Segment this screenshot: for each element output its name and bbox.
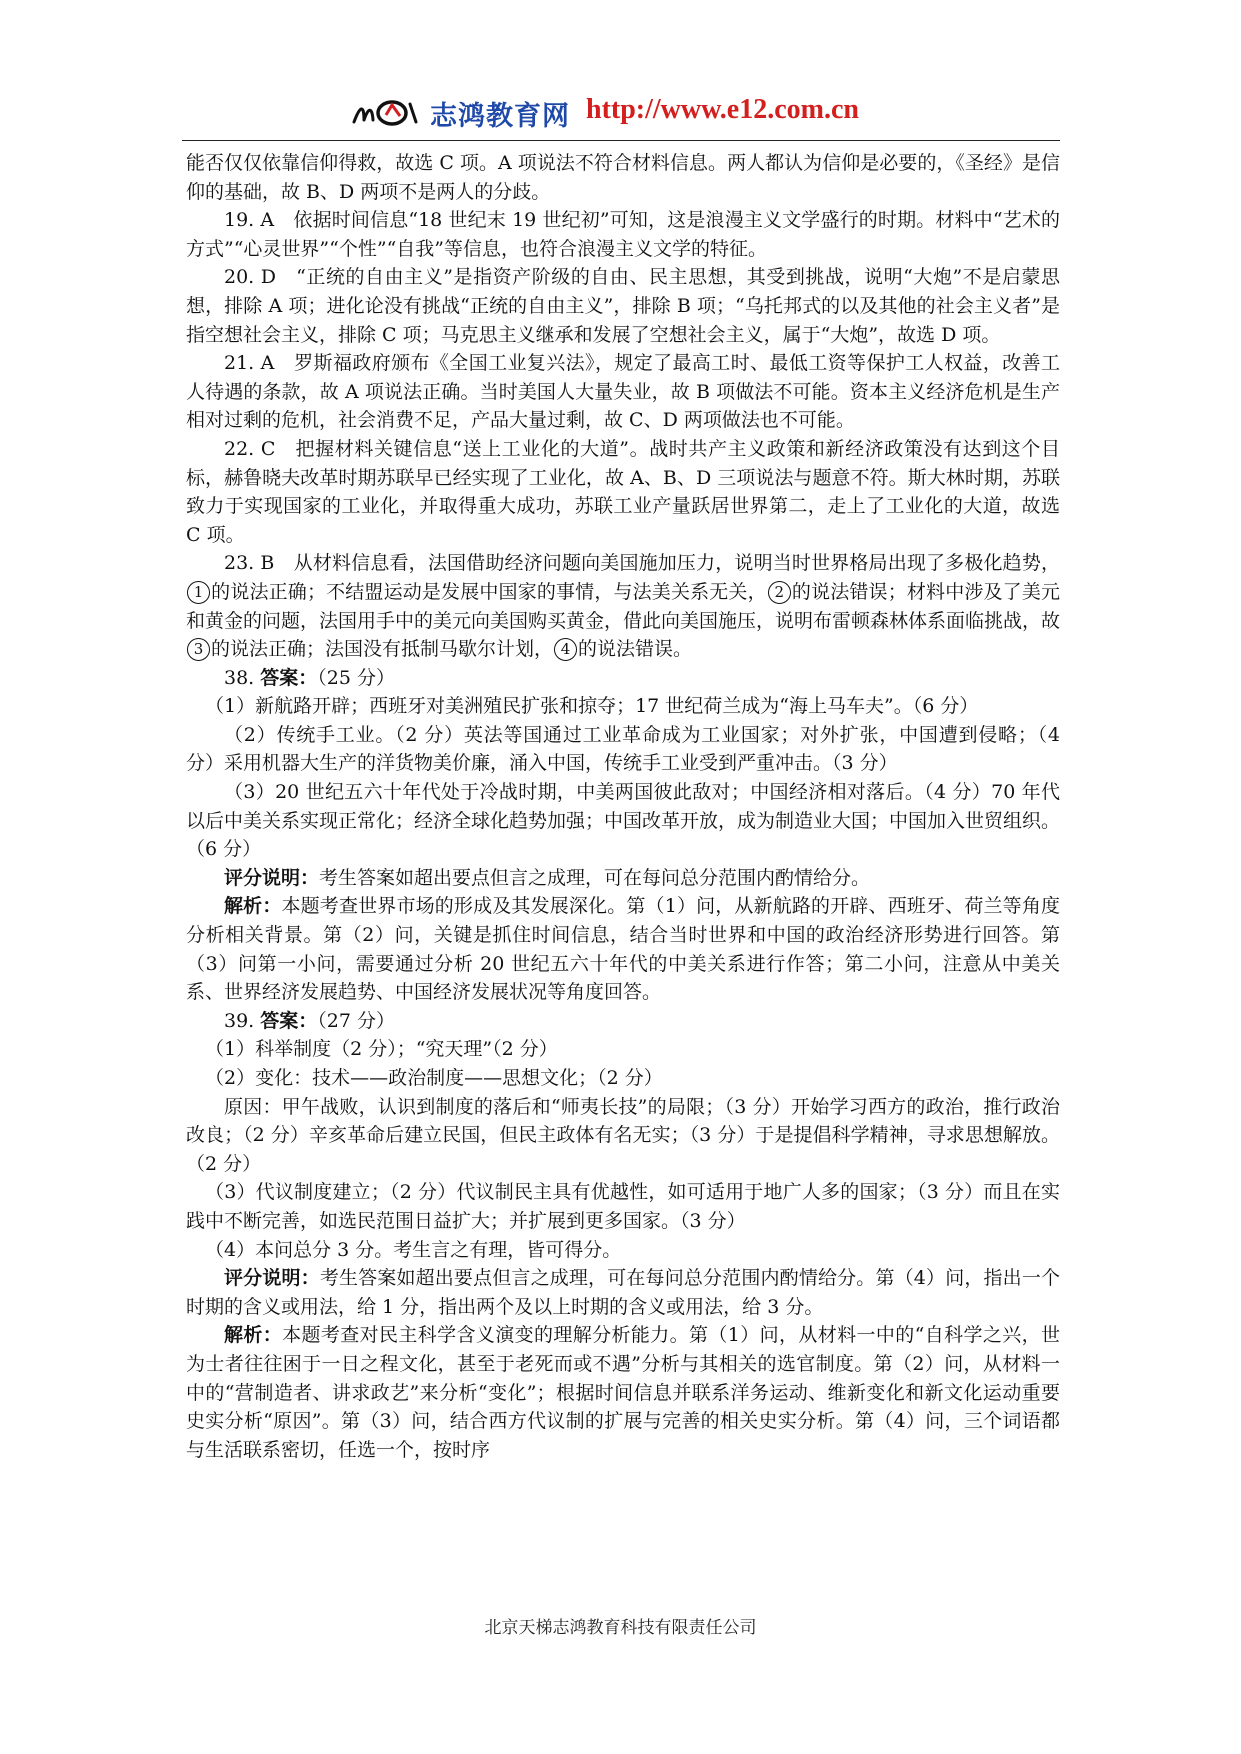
q38-answer-2: （2）传统手工业。（2 分）英法等国通过工业革命成为工业国家；对外扩张，中国遭到侵略；（4 分）采用机器大生产的洋货物美价廉，涌入中国，传统手工业受到严重冲击。（3 分） <box>186 723 1060 775</box>
scoring-label: 评分说明： <box>224 1267 320 1290</box>
answer-18-continuation: 能否仅仅依靠信仰得救，故选 C 项。A 项说法不符合材料信息。两人都认为信仰是必要的，《圣经》是信仰的基础，故 B、D 两项不是两人的分歧。 <box>186 152 1060 203</box>
circled-number-1: 1 <box>187 581 210 604</box>
answer-21: 21. A 罗斯福政府颁布《全国工业复兴法》，规定了最高工时、最低工资等保护工人权益，改善工人待遇的条款，故 A 项说法正确。当时美国人大量失业，故 B 项做法不可能。资本主义经济危机是生产相对过剩的危机，社会消费不足，产品大量过剩，故 C、D 两项做法也不可能。 <box>186 352 1060 432</box>
answer-20: 20. D “正统的自由主义”是指资产阶级的自由、民主思想，其受到挑战，说明“大炮”不是启蒙思想，排除 A 项；进化论没有挑战“正统的自由主义”，排除 B 项；“乌托邦式的以及其他的社会主义者”是指空想社会主义，排除 C 项；马克思主义继承和发展了空想社会主义，属于“大炮”，故选 D 项。 <box>186 266 1060 346</box>
question-39-heading <box>186 1007 1060 1036</box>
answer-23-text: 的说法错误；材料中涉及了美元和黄金的问题，法国用手中的美元向美国购买黄金，借此向美国施压，说明布雷顿森林体系面临挑战，故 <box>186 580 1061 632</box>
zhihong-logo-mark-icon <box>350 96 424 130</box>
scoring-text: 考生答案如超出要点但言之成理，可在每问总分范围内酌情给分。第（4）问，指出一个时期的含义或用法，给 1 分，指出两个及以上时期的含义或用法，给 3 分。 <box>186 1267 1060 1318</box>
q39-answer-3: （3）代议制度建立；（2 分）代议制民主具有优越性，如可适用于地广人多的国家；（3 分）而且在实践中不断完善，如选民范围日益扩大；并扩展到更多国家。（3 分） <box>186 1181 1060 1232</box>
answer-23-text: 的说法正确；不结盟运动是发展中国家的事情，与法美关系无关， <box>211 580 767 603</box>
q39-answer-2: （2）变化：技术——政治制度——思想文化；（2 分） <box>205 1067 663 1089</box>
circled-number-2: 2 <box>768 581 791 604</box>
answer-23 <box>186 549 1060 663</box>
analysis-label: 解析： <box>224 1324 283 1347</box>
site-url[interactable]: http://www.e12.com.cn <box>586 94 859 125</box>
answer-23-text: 的说法错误。 <box>578 638 693 661</box>
question-points: （25 分） <box>317 666 395 689</box>
question-38-heading <box>186 664 1060 693</box>
analysis-text: 本题考查对民主科学含义演变的理解分析能力。第（1）问，从材料一中的“自科学之兴，世为士者往往困于一日之程文化，甚至于老死而或不遇”分析与其相关的选官制度。第（2）问，从材料一中的“营制造者、讲求政艺”来分析“变化”；根据时间信息并联系洋务运动、维新变化和新文化运动重要史实分析“原因”。第（3）问，结合西方代议制的扩展与完善的相关史实分析。第（4）问，三个词语都与生活联系密切，任选一个，按时序 <box>186 1324 1060 1461</box>
answer-label: 答案： <box>260 666 318 689</box>
header-divider <box>182 140 1060 141</box>
answer-label: 答案： <box>260 1009 318 1032</box>
q39-scoring-note <box>186 1264 1060 1321</box>
q39-analysis <box>186 1321 1060 1464</box>
q39-answer-4: （4）本问总分 3 分。考生言之有理，皆可得分。 <box>205 1238 622 1261</box>
page-header <box>182 86 1060 138</box>
question-number: 39. <box>224 1009 255 1032</box>
q38-analysis <box>186 892 1060 1006</box>
scoring-label: 评分说明： <box>224 866 320 889</box>
scoring-text: 考生答案如超出要点但言之成理，可在每问总分范围内酌情给分。 <box>319 866 871 889</box>
analysis-label: 解析： <box>224 895 282 918</box>
answer-23-text: 的说法正确；法国没有抵制马歇尔计划， <box>211 638 554 661</box>
q38-answer-3: （3）20 世纪五六十年代处于冷战时期，中美两国彼此敌对；中国经济相对落后。（4 分）70 年代以后中美关系实现正常化；经济全球化趋势加强；中国改革开放，成为制造业大国；中国加入世贸组织。（6 分） <box>186 781 1061 861</box>
answer-19: 19. A 依据时间信息“18 世纪末 19 世纪初”可知，这是浪漫主义文学盛行的时期。材料中“艺术的方式”“心灵世界”“个性”“自我”等信息，也符合浪漫主义文学的特征。 <box>186 209 1060 260</box>
q39-answer-1: （1）科举制度（2 分）；“究天理”（2 分） <box>205 1038 558 1061</box>
answer-23-text: 23. B 从材料信息看，法国借助经济问题向美国施加压力，说明当时世界格局出现了多极化趋势， <box>224 552 1060 575</box>
q39-answer-2-reason: 原因：甲午战败，认识到制度的落后和“师夷长技”的局限；（3 分）开始学习西方的政治，推行政治改良；（2 分）辛亥革命后建立民国，但民主政体有名无实；（3 分）于是提倡科学精神，寻求思想解放。（2 分） <box>186 1095 1060 1175</box>
site-name: 志鸿教育网 <box>430 101 570 132</box>
question-number: 38. <box>224 666 255 689</box>
question-points: （27 分） <box>317 1009 395 1032</box>
document-body <box>186 149 1060 1464</box>
circled-number-4: 4 <box>554 638 577 661</box>
page-footer: 北京天梯志鸿教育科技有限责任公司 <box>484 1618 757 1638</box>
q38-answer-1: （1）新航路开辟；西班牙对美洲殖民扩张和掠夺；17 世纪荷兰成为“海上马车夫”。（6 分） <box>205 695 979 718</box>
answer-22: 22. C 把握材料关键信息“送上工业化的大道”。战时共产主义政策和新经济政策没有达到这个目标，赫鲁晓夫改革时期苏联早已经实现了工业化，故 A、B、D 三项说法与题意不符。斯大林时期，苏联致力于实现国家的工业化，并取得重大成功，苏联工业产量跃居世界第二，走上了工业化的大道，故选 C 项。 <box>186 437 1060 546</box>
q38-scoring-note <box>186 864 1060 893</box>
circled-number-3: 3 <box>187 638 210 661</box>
analysis-text: 本题考查世界市场的形成及其发展深化。第（1）问，从新航路的开辟、西班牙、荷兰等角度分析相关背景。第（2）问，关键是抓住时间信息，结合当时世界和中国的政治经济形势进行回答。第（3）问第一小问，需要通过分析 20 世纪五六十年代的中美关系进行作答；第二小问，注意从中美关系、世界经济发展趋势、中国经济发展状况等角度回答。 <box>186 895 1060 1004</box>
